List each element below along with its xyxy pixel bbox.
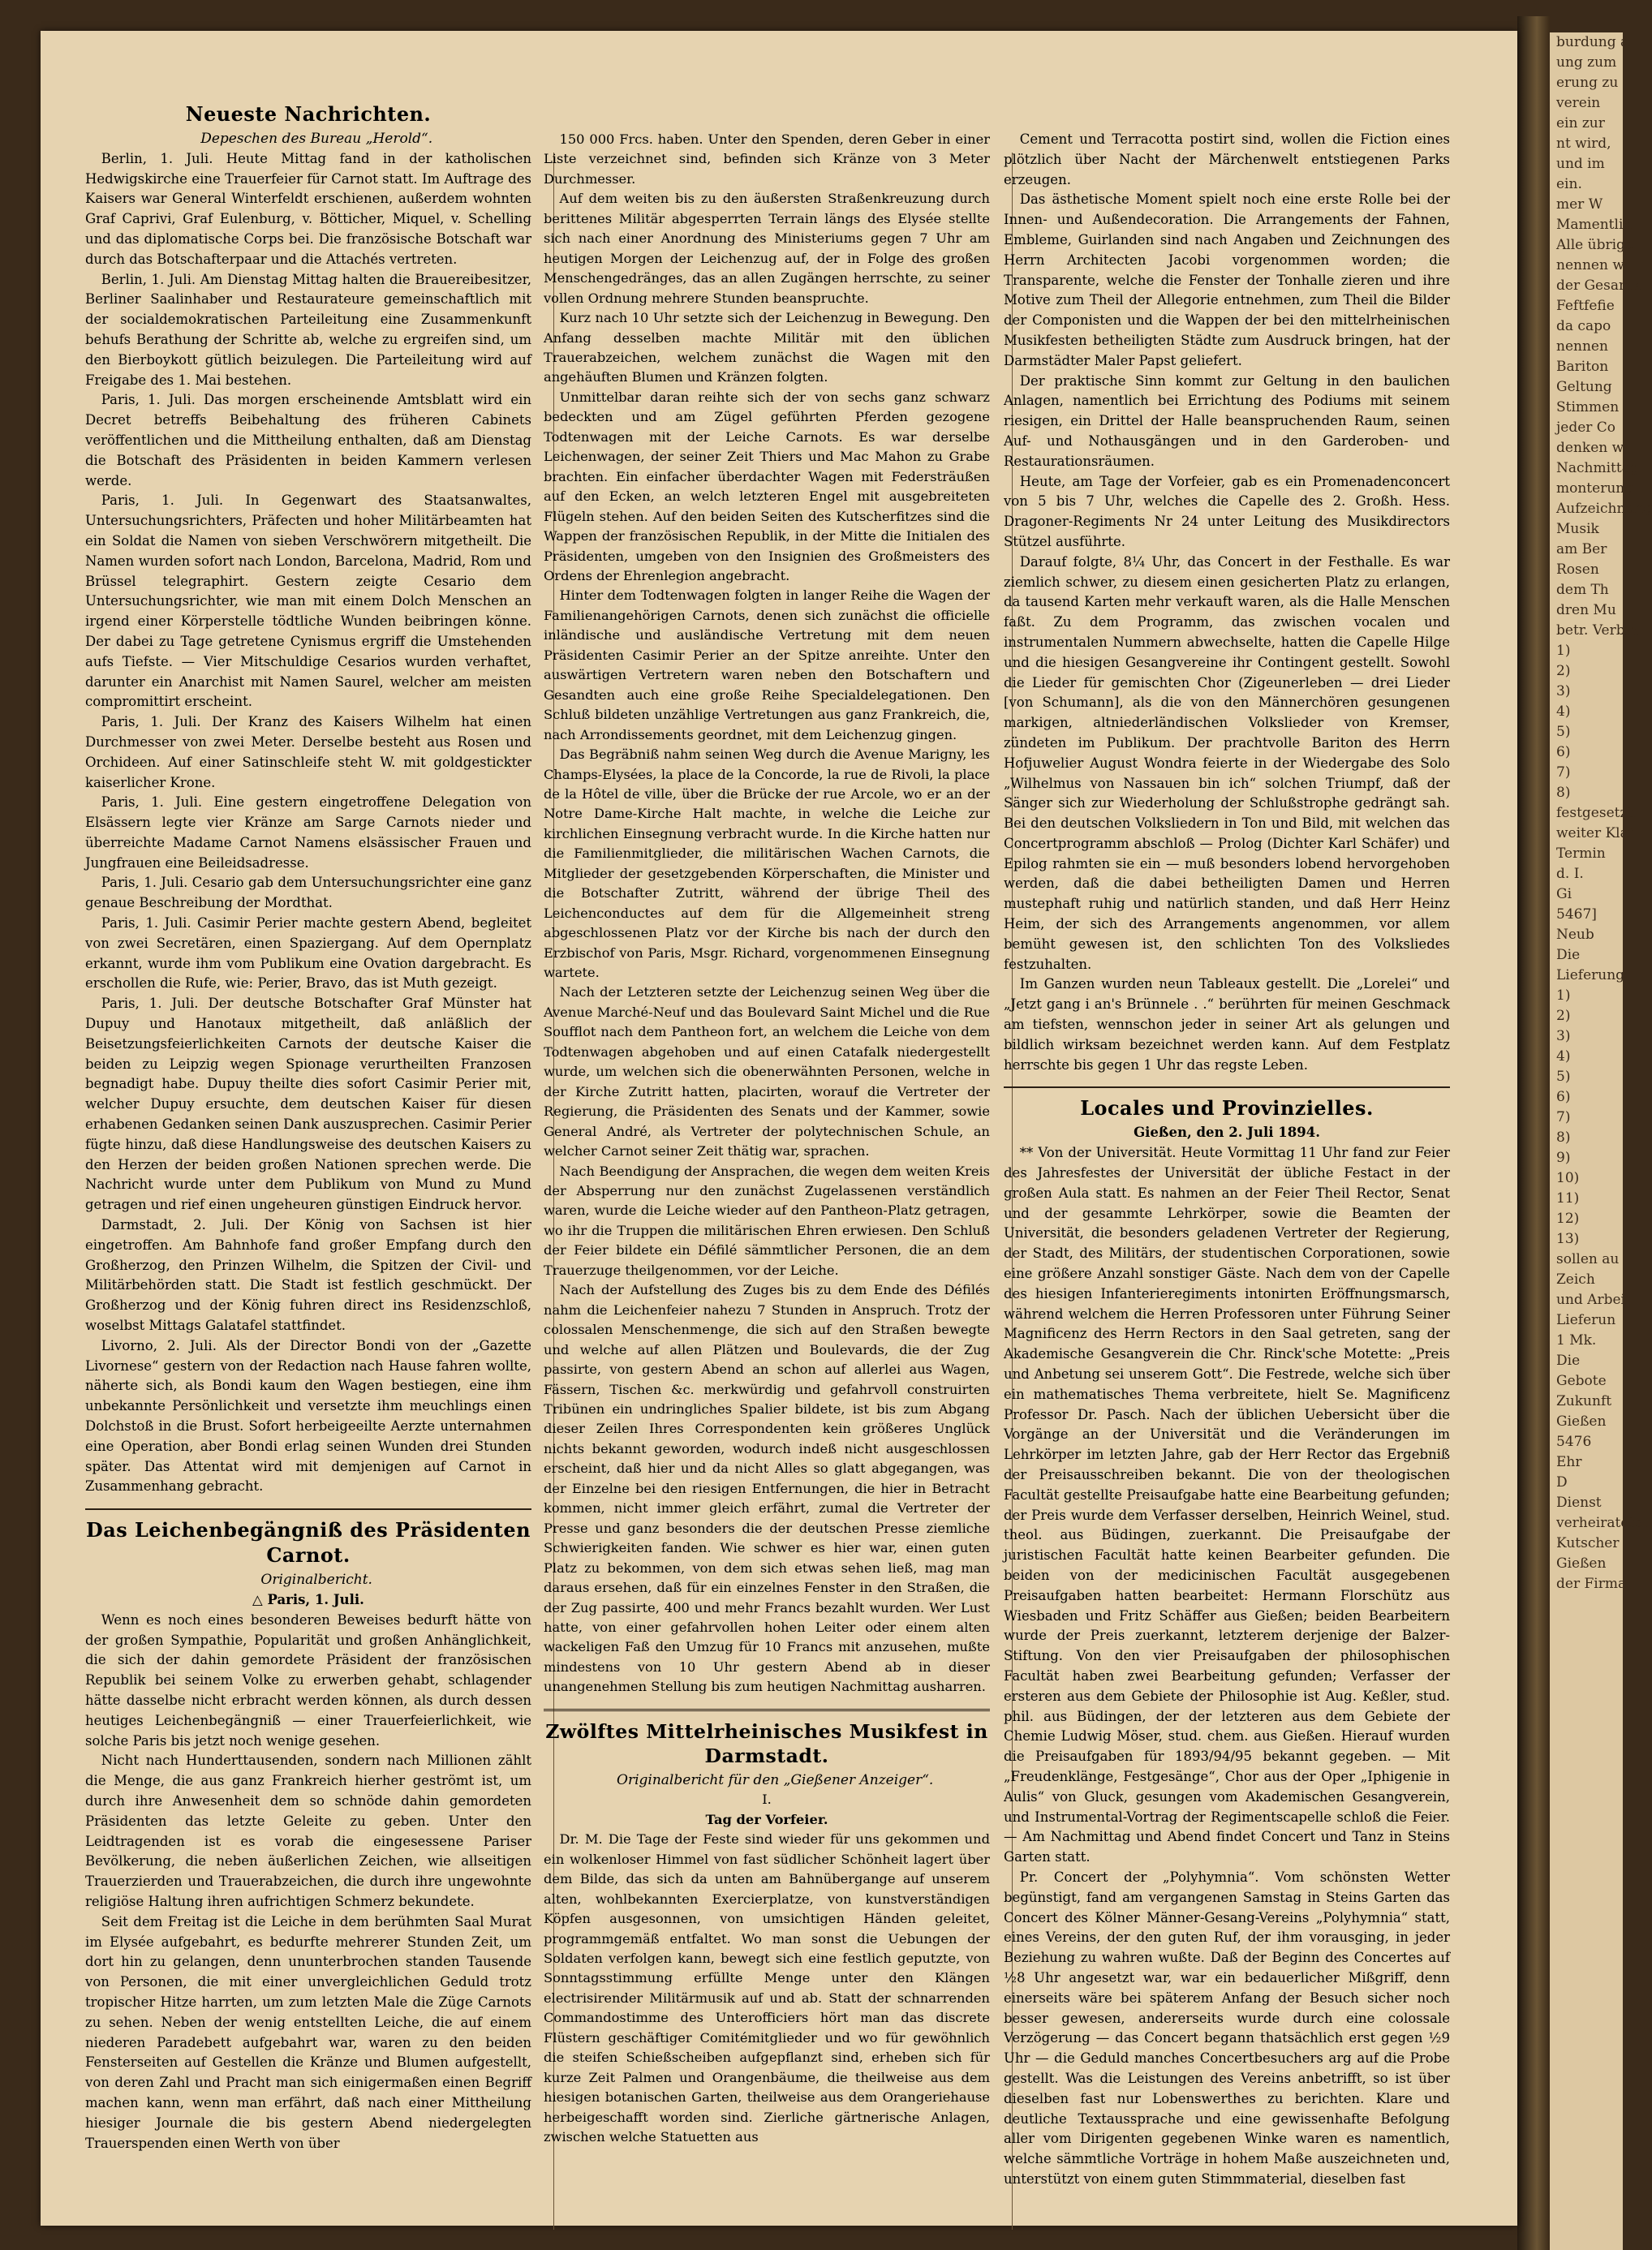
adjacent-text-fragment: 2) xyxy=(1556,1008,1571,1024)
section-rule xyxy=(85,1508,531,1510)
headline-leichenbegaengniss: Das Leichenbegängniß des Präsidenten Carnot. xyxy=(85,1519,531,1568)
adjacent-text-fragment: Gießen xyxy=(1556,1555,1607,1572)
article-paragraph: Paris, 1. Juli. Das morgen erscheinende Amtsblatt wird ein Decret betreffs Beibehaltung des früheren Cabinets veröffentlichen und die Mittheilung enthalten, daß am Dienstag die Botschaft des Präsidenten in beiden Kammern verlesen werde. xyxy=(85,392,531,488)
adjacent-text-fragment: Lieferun xyxy=(1556,1312,1616,1328)
adjacent-text-fragment: Termin xyxy=(1556,845,1606,862)
adjacent-text-fragment: Neub xyxy=(1556,927,1594,943)
article-paragraph: Hinter dem Todtenwagen folgten in langer Reihe die Wagen der Familienangehörigen Carnots, denen sich zunächst die officielle inländische und ausländische Vertretung mit dem neuen Präsidenten Casimir Perier an der Spitze anreihte. Unter den auswärtigen Vertretern waren neben den Botschaftern und Gesandten auch eine große Reihe Specialdelegationen. Den Schluß bildeten unzählige Vertretungen aus ganz Frankreich, die, nach Arrondissements geordnet, mit dem Leichenzug gingen. xyxy=(544,587,990,742)
adjacent-text-fragment: 8) xyxy=(1556,785,1571,801)
adjacent-text-fragment: Bariton xyxy=(1556,359,1609,375)
adjacent-text-fragment: weiter Klaf xyxy=(1556,825,1634,841)
adjacent-text-fragment: monterung xyxy=(1556,480,1634,497)
article-paragraph: Wenn es noch eines besonderen Beweises bedurft hätte von der großen Sympathie, Popularität und großen Anhänglichkeit, die sich der dahin gemordete Präsident der französischen Republik bei seinem Volke zu erwerben gehabt, schlagender hätte dasselbe nicht erbracht werden können, als durch dessen heutiges Leichenbegängniß — einer Trauerfeierlichkeit, wie solche Paris bis jetzt noch wenige gesehen. xyxy=(85,1611,531,1749)
article-paragraph: Nach Beendigung der Ansprachen, die wegen dem weiten Kreis der Absperrung nur den zunächst Zugelassenen verständlich waren, wurde die Leiche wieder auf den Pantheon-Platz getragen, wo ihr die Truppen die militärischen Ehren erwiesen. Den Schluß der Feier bildete ein Défilé sämmtlicher Personen, die an dem Trauerzuge theilgenommen, vor der Leiche. xyxy=(544,1163,990,1278)
article-paragraph: Seit dem Freitag ist die Leiche in dem berühmten Saal Murat im Elysée aufgebahrt, es bedurfte mehrerer Stunden Zeit, um dort hin zu gelangen, denn ununterbrochen standen Tausende von Personen, die mit einer unvergleichlichen Geduld trotz tropischer Hitze harrten, um zum letzten Male die Züge Carnots zu sehen. Neben der wenig entstellten Leiche, die auf einem niederen Paradebett aufgebahrt war, waren zu den beiden Fensterseiten auf Gestellen die Kränze und Blumen aufgestellt, von deren Zahl und Pracht man sich einigermaßen einen Begriff machen kann, wenn man erfährt, daß nach einer Mittheilung hiesiger Journale die bis gestern Abend niedergelegten Trauerspenden einen Werth von über xyxy=(85,1913,531,2151)
adjacent-text-fragment: 4) xyxy=(1556,1048,1571,1065)
article-paragraph: Darauf folgte, 8¼ Uhr, das Concert in der Festhalle. Es war ziemlich schwer, zu diesem einen gesicherten Platz zu erlangen, da tausend Karten mehr verkauft waren, als die Halle Menschen faßt. Zu dem Programm, das zwischen vocalen und instrumentalen Nummern abwechselte, hatten die Capelle Hilge und die hiesigen Gesangvereine ihr Contingent gestellt. Sowohl die Lieder für gemischten Chor (Zigeunerleben — drei Lieder [von Schumann], als die von den Männerchören gesungenen markigen, altniederländischen Volkslieder von Kremser, zündeten im Publikum. Der prachtvolle Bariton des Herrn Hofjuwelier August Wondra feierte in der Wiedergabe des Solo „Wilhelmus von Nassauen bin ich“ solchen Triumpf, daß der Sänger sich zur Wiederholung der Schlußstrophe gedrängt sah. Bei den deutschen Volksliedern in Ton und Bild, mit welchen das Concertprogramm abschloß — Prolog (Dichter Karl Schäfer) und Epilog rahmten sie ein — muß besonders lobend hervorgehoben werden, daß die dabei betheiligten Damen und Herren mustерhaft ruhig und natürlich standen, und daß Herr Heinz Heim, der sich des Arrangements angenommen, vor allem bemüht gewesen ist, den schlichten Ton des Volksliedes festzuhalten. xyxy=(1004,553,1450,972)
adjacent-text-fragment: der Gesamk xyxy=(1556,277,1641,294)
article-paragraph: Heute, am Tage der Vorfeier, gab es ein Promenadenconcert von 5 bis 7 Uhr, welches die Capelle des 2. Großh. Hess. Dragoner-Regiments Nr 24 unter Leitung des Musikdirectors Stützel ausführte. xyxy=(1004,473,1450,549)
article-paragraph: Nach der Aufstellung des Zuges bis zu dem Ende des Défilés nahm die Leichenfeier nahezu 7 Stunden in Anspruch. Trotz der colossalen Menschenmenge, die sich auf den Straßen bewegte und welche auf allen Plätzen und Boulevards, die der Zug passirte, von gestern Abend an schon auf allerlei aus Wagen, Fässern, Tischen &c. merkwürdig und gefahrvoll construirten Tribünen ein undringliches Spalier bildete, ist bis zum Abgang dieser Zeilen Ihres Correspondenten kein größeres Unglück nichts bekannt geworden, wodurch indeß nicht ausgeschlossen erscheint, daß hier und da nicht Alles so glatt abgegangen, was der Einzelne bei den riesigen Entfernungen, die hier in Betracht kommen, nicht immer gleich erfährt, zumal die Vertreter der Presse und ganz besonders die der deutschen Presse ziemliche Schwierigkeiten fanden. Wie schwer es hier war, einen guten Platz zu bekommen, von dem sich etwas sehen ließ, mag man daraus ersehen, daß für ein einzelnes Fenster in den Straßen, die der Zug passirte, 400 und mehr Francs bezahlt wurden. Wer Lust hatte, von einer gefahrvollen hohen Leiter oder einem alten wackeligen Faß den Umzug für 10 Francs mit anzusehen, mußte mindestens von 10 Uhr gestern Abend ab in dieser unangenehmen Stellung bis zum heutigen Nachmittag ausharren. xyxy=(544,1282,990,1695)
adjacent-text-fragment: Geltung xyxy=(1556,379,1612,395)
article-paragraph: Unmittelbar daran reihte sich der von sechs ganz schwarz bedeckten und am Zügel geführten Pferden gezogene Todtenwagen mit der Leiche Carnots. Es war derselbe Leichenwagen, der seiner Zeit Thiers und Mac Mahon zu Grabe brachten. Ein einfacher überdachter Wagen mit Federsträußen auf den Ecken, an welch letzteren Engel mit ausgebreiteten Flügeln stehen. Auf den beiden Seiten des Kutscherfitzes sind die Wappen der französischen Republik, in der Mitte die Initialen des Präsidenten, umgeben von den Insignien des Großmeisters des Ordens der Ehrenlegion angebracht. xyxy=(544,389,990,583)
adjacent-text-fragment: und im xyxy=(1556,156,1605,172)
article-paragraph: Das ästhetische Moment spielt noch eine erste Rolle bei der Innen- und Außendecoration. Die Arrangements der Fahnen, Embleme, Guirlanden sind nach Angaben und Zeichnungen des Herrn Architecten Jacobi vorgenommen worden; die Transparente, welche die Fenster der Tonhalle zieren und ihre Motive zum Theil der Allegorie entnehmen, zum Theil die Bilder der Componisten und die Wappen der bei den mittelrheinischen Musikfesten betheiligten Städte zum Ausdruck bringen, hat der Darmstädter Maler Papst geliefert. xyxy=(1004,191,1450,368)
article-paragraph: Nicht nach Hunderttausenden, sondern nach Millionen zählt die Menge, die aus ganz Frankreich hierher geströmt ist, um durch ihre Anwesenheit dem so schnöde dahin gemordeten Präsidenten das letzte Geleite zu geben. Unter den Leidtragenden ist es vorab die eingesessene Pariser Bevölkerung, die neben äußerlichen Zeichen, wie allseitigen Trauerzierden und Trauerabzeichen, die durch ihre ungewohnte religiöse Haltung ihren aufrichtigen Schmerz bekundete. xyxy=(85,1753,531,1909)
adjacent-text-fragment: erung zu xyxy=(1556,75,1619,91)
article-paragraph: Paris, 1. Juli. Eine gestern eingetroffene Delegation von Elsässern legte vier Kränze am Sarge Carnots nieder und überreichte Madame Carnot Namens elsässischer Frauen und Jungfrauen eine Beileidsadresse. xyxy=(85,794,531,871)
adjacent-text-fragment: 3) xyxy=(1556,683,1571,699)
headline-musikfest: Zwölftes Mittelrheinisches Musikfest in Darmstadt. xyxy=(545,1719,988,1768)
article-paragraph: Paris, 1. Juli. Der deutsche Botschafter Graf Münster hat Dupuy und Hanotaux mitgetheilt, daß anläßlich der Beisetzungsfeierlichkeiten Carnots der deutsche Kaiser die beiden zu Leipzig wegen Spionage verurtheilten Franzosen begnadigt habe. Dupuy theilte dies sofort Casimir Perier mit, welcher Dupuy ersuchte, dem deutschen Kaiser für diesen erhabenen Gedanken seinen Dank auszusprechen. Casimir Perier fügte hinzu, daß diese Handlungsweise des deutschen Kaisers zu den Herzen der beiden großen Nationen sprechen werde. Die Nachricht wurde unter dem Publikum von Mund zu Mund getragen und rief einen ungeheuren günstigen Eindruck hervor. xyxy=(85,996,531,1213)
adjacent-text-fragment: nennen xyxy=(1556,338,1608,355)
adjacent-text-fragment: 5) xyxy=(1556,724,1571,740)
column-3 xyxy=(1004,130,1450,2190)
adjacent-text-fragment: 6) xyxy=(1556,744,1571,760)
adjacent-text-fragment: nennen wi xyxy=(1556,257,1629,273)
section-rule xyxy=(1004,1086,1450,1088)
adjacent-text-fragment: Gebote xyxy=(1556,1373,1607,1389)
adjacent-text-fragment: 2) xyxy=(1556,663,1571,679)
article-paragraph: Das Begräbniß nahm seinen Weg durch die Avenue Marigny, les Champs-Elysées, la place de la Concorde, la rue de Rivoli, la place de la Hôtel de ville, über die Brücke der rue Arcole, wo er an der Notre Dame-Kirche Halt machte, in welche die Leiche zur kirchlichen Einsegnung verbracht wurde. In die Kirche hatten nur die Familienmitglieder, die militärischen Wachen Carnots, die Mitglieder der gesetzgebenden Körperschaften, die Minister und die Botschafter Zutritt, während der übrige Theil des Leichenconductes auf dem für die Allgemeinheit streng abgeschlossenen Platz vor der Kirche bis nach der durch den Erzbischof von Paris, Msgr. Richard, vorgenommenen Einsegnung wartete. xyxy=(544,746,990,981)
subheadline-depeschen: Depeschen des Bureau „Herold“. xyxy=(200,131,433,147)
adjacent-text-fragment: 1) xyxy=(1556,987,1571,1004)
adjacent-text-fragment: burdung a xyxy=(1556,34,1629,50)
adjacent-text-fragment: jeder Co xyxy=(1556,419,1616,436)
section-number: I. xyxy=(762,1792,772,1808)
column-1 xyxy=(85,99,531,2153)
article-paragraph: Im Ganzen wurden neun Tableaux gestellt. Die „Loreleі“ und „Jetzt gang i an's Brünnele . .“ berührten für meinen Geschmack am tiefsten, wennschon jeder in seiner Art als gelungen und bildlich wirksam bezeichnet werden kann. Auf dem Festplatz herrschte bis gegen 1 Uhr das regste Leben. xyxy=(1004,976,1450,1073)
subheadline-originalbericht-giessen: Originalbericht für den „Gießener Anzeiger“. xyxy=(617,1771,934,1788)
adjacent-text-fragment: ein zur xyxy=(1556,115,1605,131)
adjacent-text-fragment: mer W xyxy=(1556,196,1603,213)
adjacent-text-fragment: ung zum xyxy=(1556,54,1617,71)
adjacent-text-fragment: 1 Mk. xyxy=(1556,1332,1597,1349)
adjacent-text-fragment: d. I. xyxy=(1556,866,1584,882)
adjacent-text-fragment: festgesetzt. xyxy=(1556,805,1637,821)
adjacent-text-fragment: am Ber xyxy=(1556,541,1607,557)
adjacent-page-fragment xyxy=(1550,32,1652,2250)
adjacent-text-fragment: denken wi xyxy=(1556,440,1628,456)
section-rule xyxy=(544,1709,990,1711)
article-paragraph: Livorno, 2. Juli. Als der Director Bondi von der „Gazette Livornese“ gestern von der Redaction nach Hause fahren wollte, näherte sich, als Bondi kaum den Wagen bestiegen, eine ihm unbekannte Persönlichkeit und versetzte ihm meuchlings einen Dolchstoß in die Brust. Sofort herbeigeeilte Aerzte unternahmen eine Operation, aber Bondi erlag seinen Wunden drei Stunden später. Das Attentat wird mit demjenigen auf Carnot in Zusammenhang gebracht. xyxy=(85,1337,531,1495)
article-paragraph: Paris, 1. Juli. Der Kranz des Kaisers Wilhelm hat einen Durchmesser von zwei Meter. Derselbe besteht aus Rosen und Orchideen. Auf einer Satinschleife steht W. mit goldgestickter kaiserlicher Krone. xyxy=(85,714,531,790)
adjacent-text-fragment: der Firma xyxy=(1556,1576,1627,1592)
adjacent-text-fragment: verein xyxy=(1556,95,1601,111)
adjacent-text-fragment: 3) xyxy=(1556,1028,1571,1044)
adjacent-text-fragment: 11) xyxy=(1556,1190,1580,1207)
dateline-giessen: Gießen, den 2. Juli 1894. xyxy=(1134,1125,1320,1141)
adjacent-text-fragment: Ehr xyxy=(1556,1454,1582,1470)
article-paragraph: Darmstadt, 2. Juli. Der König von Sachsen ist hier eingetroffen. Am Bahnhofe fand großer Empfang durch den Großherzog, den Prinzen Wilhelm, die Spitzen der Civil- und Militärbehörden statt. Die Stadt ist festlich geschmückt. Der Großherzog und der König fuhren direct ins Residenzschloß, woselbst Mittags Galatafel stattfindet. xyxy=(85,1217,531,1334)
adjacent-text-fragment: 4) xyxy=(1556,703,1571,720)
article-paragraph: Berlin, 1. Juli. Heute Mittag fand in der katholischen Hedwigskirche eine Trauerfeier für Carnot statt. Im Auftrage des Kaisers war General Winterfeldt erschienen, außerdem wohnten Graf Caprivi, Graf Eulenburg, v. Bötticher, Miquel, v. Schelling und das diplomatische Corps bei. Die französische Botschaft war durch das Botschafterpaar und die Attachés vertreten. xyxy=(85,150,531,267)
adjacent-text-fragment: Die xyxy=(1556,947,1581,963)
article-paragraph: Paris, 1. Juli. In Gegenwart des Staatsanwaltes, Untersuchungsrichters, Präfecten und hoher Militärbeamten hat ein Soldat die Namen von sieben Verschwörern mitgetheilt. Die Namen wurden sofort nach London, Barcelona, Madrid, Rom und Brüssel telegraphirt. Gestern zeigte Cesario dem Untersuchungsrichter, wie man mit einem Dolch Menschen an irgend einer Körperstelle tödtliche Wunden beibringen könne. Der dabei zu Tage getretene Cynismus ergriff die Umstehenden aufs Tiefste. — Vier Mitschuldige Cesarios wurden verhaftet, darunter ein Anarchist mit Namen Saurel, welcher am meisten compromittirt erscheint. xyxy=(85,493,531,710)
adjacent-text-fragment: Nachmittag xyxy=(1556,460,1639,476)
adjacent-text-fragment: Zukunft xyxy=(1556,1393,1612,1409)
headline-neueste-nachrichten: Neueste Nachrichten. xyxy=(185,103,432,126)
adjacent-text-fragment: und Arbei xyxy=(1556,1292,1625,1308)
article-paragraph: Berlin, 1. Juli. Am Dienstag Mittag halten die Brauereibesitzer, Berliner Saalinhaber und Restaurateure gemeinschaftlich mit der socialdemokratischen Parteileitung eine Zusammenkunft behufs Berathung der Schritte ab, welche zu ergreifen sind, um den Bierboykott gütlich beizulegen. Die Parteileitung wird auf Freigabe des 1. Mai bestehen. xyxy=(85,271,531,388)
adjacent-text-fragment: nt wird, xyxy=(1556,136,1611,152)
adjacent-text-fragment: 1) xyxy=(1556,643,1571,659)
adjacent-text-fragment: Gießen xyxy=(1556,1413,1607,1430)
article-paragraph: Nach der Letzteren setzte der Leichenzug seinen Weg über die Avenue Marché-Neuf und das Boulevard Saint Michel und die Rue Soufflot nach dem Pantheon fort, an welchem die Leiche von dem Todtenwagen abgehoben und auf einen Catafalk niedergestellt wurde, um welchen sich die obenerwähnten Personen, welche in der Kirche Zutritt hatten, placirten, worauf die Vertreter der Regierung, die Präsidenten des Senats und der Kammer, sowie General André, als Vertreter der polytechnischen Schule, an welcher Carnot seiner Zeit thätig war, sprachen. xyxy=(544,984,990,1159)
adjacent-text-fragment: Zeich xyxy=(1556,1271,1595,1288)
adjacent-text-fragment: Alle übrige xyxy=(1556,237,1633,253)
adjacent-text-fragment: sollen au xyxy=(1556,1251,1620,1267)
adjacent-text-fragment: Dienst xyxy=(1556,1495,1602,1511)
article-paragraph: 150 000 Frcs. haben. Unter den Spenden, deren Geber in einer Liste verzeichnet sind, befinden sich Kränze von 3 Meter Durchmesser. xyxy=(544,131,990,187)
adjacent-text-fragment: 6) xyxy=(1556,1089,1571,1105)
adjacent-text-fragment: Rosen xyxy=(1556,561,1599,578)
adjacent-text-fragment: 5467] xyxy=(1556,906,1597,923)
article-paragraph: Kurz nach 10 Uhr setzte sich der Leichenzug in Bewegung. Den Anfang desselben machte Militär mit den üblichen Trauerabzeichen, welchem zunächst die Wagen mit den angehäuften Blumen und Kränzen folgten. xyxy=(544,310,990,385)
adjacent-text-fragment: 10) xyxy=(1556,1170,1580,1186)
article-paragraph: Paris, 1. Juli. Casimir Perier machte gestern Abend, begleitet von zwei Secretären, einen Spaziergang. Auf dem Opernplatz erkannt, wurde ihm vom Publikum eine Ovation dargebracht. Es erschollen die Rufe, wie: Perier, Bravo, das ist Muth gezeigt. xyxy=(85,915,531,992)
adjacent-text-fragment: verheirateter xyxy=(1556,1515,1650,1531)
adjacent-text-fragment: D xyxy=(1556,1474,1568,1491)
article-paragraph: Paris, 1. Juli. Cesario gab dem Untersuchungsrichter eine ganz genaue Beschreibung der Mordthat. xyxy=(85,875,531,911)
article-paragraph: Der praktische Sinn kommt zur Geltung in den baulichen Anlagen, namentlich bei Errichtung des Podiums mit seinem riesigen, ein Drittel der Halle beanspruchenden Raum, seinen Auf- und Nothausgängen und in den Garderoben- und Restaurationsräumen. xyxy=(1004,372,1450,469)
adjacent-text-fragment: dren Mu xyxy=(1556,602,1616,618)
subheadline-originalbericht: Originalbericht. xyxy=(260,1572,372,1589)
adjacent-text-fragment: Kutscher xyxy=(1556,1535,1620,1551)
article-paragraph: Cement und Terracotta postirt sind, wollen die Fiction eines plötzlich über Nacht der Märchenwelt entstiegenen Parks erzeugen. xyxy=(1004,131,1450,187)
article-paragraph: ** Von der Universität. Heute Vormittag 11 Uhr fand zur Feier des Jahresfestes der Universität der übliche Festact in der großen Aula statt. Es nahmen an der Feier Theil Rector, Senat und der gesammte Lehrkörper, sowie die Beamten der Universität, die besonders geladenen Vertreter der Regierung, der Stadt, des Militärs, der studentischen Corporationen, sowie eine größere Anzahl sonstiger Gäste. Nach dem von der Capelle des hiesigen Infanterieregiments intonirten Eröffnungsmarsch, während welchem die Herren Professoren unter Führung Seiner Magnificenz des Herrn Rectors in den Saal getreten, sang der Akademische Gesangverein die Chr. Rinck'sche Motette: „Preis und Anbetung sei unserem Gott“. Die Festrede, welche sich über ein mathematisches Thema verbreitete, hielt Se. Magnificenz Professor Dr. Pasch. Nach der üblichen Uebersicht über die Vorgänge an der Universität und die Veränderungen im Lehrkörper im letzten Jahre, gab der Herr Rector das Ergebniß der Preisausschreiben bekannt. Die von der theologischen Facultät gestellte Preisaufgabe hatte eine Bearbeitung gefunden; der Preis wurde dem Verfasser derselben, Heinrich Weinel, stud. theol. aus Büdingen, zuerkannt. Die Preisaufgabe der juristischen Facultät hatte keinen Bearbeiter gefunden. Die beiden von der medicinischen Facultät ausgegebenen Preisaufgaben hatten bearbeitet: Hermann Florschütz aus Wiesbaden und Fritz Schäffer aus Gießen; beiden Bearbeitern wurde der Preis zuerkannt, letzterem derjenige der Balzer-Stiftung. Von den vier Preisaufgaben der philosophischen Facultät haben zwei Bearbeitung gefunden; Verfasser der ersteren aus dem Gebiete der Philosophie ist Aug. Keßler, stud. phil. aus Büdingen, der der letzteren aus dem Gebiete der Chemie Ludwig Möser, stud. chem. aus Gießen. Hierauf wurden die Preisaufgaben für 1893/94/95 bekannt gegeben. — Mit „Freudenklänge, Festgesänge“, Chor aus der Oper „Iphigenie in Aulis“ von Gluck, gesungen vom Akademischen Gesangverein, und Instrumental-Vortrag der Regimentscapelle schloß die Feier. — Am Nachmittag und Abend findet Concert und Tanz in Steins Garten statt. xyxy=(1004,1145,1450,1865)
adjacent-text-fragment: Lieferung xyxy=(1556,967,1625,983)
adjacent-text-fragment: betr. Verbin xyxy=(1556,622,1639,639)
adjacent-text-fragment: ein. xyxy=(1556,176,1582,192)
adjacent-text-fragment: 13) xyxy=(1556,1231,1580,1247)
adjacent-text-fragment: 7) xyxy=(1556,1109,1571,1125)
adjacent-text-fragment: 5) xyxy=(1556,1069,1571,1085)
adjacent-text-fragment: Feftfefie xyxy=(1556,298,1615,314)
page-gutter xyxy=(1517,16,1550,2250)
adjacent-text-fragment: Musik xyxy=(1556,521,1599,537)
section-title: Tag der Vorfeier. xyxy=(705,1811,828,1827)
adjacent-text-fragment: 5476 xyxy=(1556,1434,1592,1450)
adjacent-text-fragment: da capo xyxy=(1556,318,1611,334)
adjacent-text-fragment: dem Th xyxy=(1556,582,1609,598)
article-paragraph: Dr. M. Die Tage der Feste sind wieder für uns gekommen und ein wolkenloser Himmel von fast südlicher Schönheit lagert über dem Bilde, das sich da unten am Bahnübergange auf unserem alten, wohlbekannten Exercierplatze, von kunstverständigen Köpfen ausgesonnen, von umsichtigen Händen geleitet, programmgemäß entfaltet. Wo man sonst die Uebungen der Soldaten verfolgen kann, bewegt sich eine festlich geputzte, von Sonntagsstimmung erfüllte Menge unter den Klängen electrisirender Militärmusik auf und ab. Statt der schnarrenden Commandostimme des Unterofficiers hört man das discrete Flüstern geschäftiger Comitémitglieder und wo für gewöhnlich die steifen Schießscheiben aufgepflanzt sind, erheben sich für kurze Zeit Palmen und Orangenbäume, die theilweise aus dem hiesigen botanischen Garten, theilweise aus dem Orangeriehause herbeigeschafft worden sind. Zierliche gärtnerische Anlagen, zwischen welche Statuetten aus xyxy=(544,1831,990,2145)
adjacent-text-fragment: Aufzeichnung xyxy=(1556,501,1652,517)
adjacent-text-fragment: Gi xyxy=(1556,886,1572,902)
dateline-paris: △ Paris, 1. Juli. xyxy=(252,1591,364,1607)
article-paragraph: Auf dem weiten bis zu den äußersten Straßenkreuzung durch berittenes Militär abgesperrten Terrain längs des Elysée stellte sich nach einer Anordnung des Ministeriums gegen 7 Uhr am heutigen Morgen der Leichenzug auf, der in Folge des großen Menschengedränges, das an allen Zugängen herrschte, zu seiner vollen Ordnung mehrere Stunden beanspruchte. xyxy=(544,191,990,306)
adjacent-text-fragment: Mamentlid xyxy=(1556,217,1633,233)
adjacent-text-fragment: Stimmen xyxy=(1556,399,1620,415)
article-paragraph: Pr. Concert der „Polyhymnia“. Vom schönsten Wetter begünstigt, fand am vergangenen Samstag in Steins Garten das Concert des Kölner Männer-Gesang-Vereins „Polyhymnia“ statt, eines Vereins, der den guten Ruf, der ihm vorausging, in jeder Beziehung zu wahren wußte. Daß der Beginn des Concertes auf ½8 Uhr angesetzt war, war ein bedauerlicher Mißgriff, denn einerseits wäre bei späterem Anfang der Besuch sicher noch besser gewesen, andererseits wurde durch eine colossale Verzögerung — das Concert begann thatsächlich erst gegen ½9 Uhr — die Geduld manches Concertbesuchers arg auf die Probe gestellt. Was die Leistungen des Vereins anbetrifft, so ist über dieselben fast nur Lobenswerthes zu berichten. Klare und deutliche Textaussprache und eine gewissenhafte Befolgung aller vom Dirigenten gegebenen Winke waren es namentlich, welche sämmtliche Vorträge in hohem Maße auszeichneten und, unterstützt von einem guten Stimmmaterial, dieselben fast xyxy=(1004,1869,1450,2187)
adjacent-text-fragment: 8) xyxy=(1556,1129,1571,1146)
column-2 xyxy=(544,130,990,2148)
adjacent-text-fragment: 12) xyxy=(1556,1211,1580,1227)
adjacent-text-fragment: 9) xyxy=(1556,1150,1571,1166)
headline-locales: Locales und Provinzielles. xyxy=(1080,1097,1374,1121)
adjacent-text-fragment: 7) xyxy=(1556,764,1571,781)
adjacent-text-fragment: Die xyxy=(1556,1353,1581,1369)
